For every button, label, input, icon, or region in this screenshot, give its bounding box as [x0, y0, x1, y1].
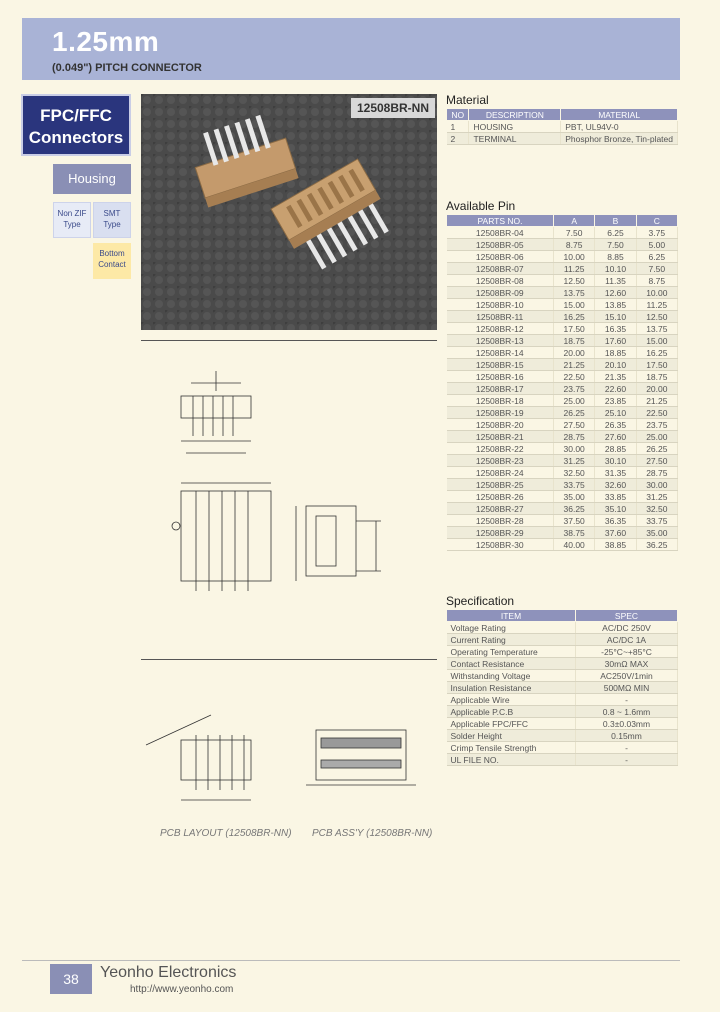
- pin-row: [447, 371, 678, 383]
- pin-row: [447, 323, 678, 335]
- pin-row-cell: 31.25: [554, 455, 595, 467]
- pcb-drawings: [141, 690, 437, 820]
- material-header-description: DESCRIPTION: [469, 109, 561, 121]
- dimension-drawings: [141, 341, 437, 659]
- pin-header-c: C: [636, 215, 677, 227]
- pin-row-cell: 23.85: [595, 395, 636, 407]
- pin-row-cell: 12508BR-19: [447, 407, 554, 419]
- pin-row: [447, 539, 678, 551]
- company-name: Yeonho Electronics: [100, 964, 237, 981]
- pin-row: [447, 443, 678, 455]
- pin-row-cell: 12508BR-30: [447, 539, 554, 551]
- pin-row-cell: 30.00: [554, 443, 595, 455]
- material-row: [447, 121, 678, 133]
- pin-row: [447, 467, 678, 479]
- housing-tab[interactable]: Housing: [53, 164, 131, 194]
- pin-row-cell: 12508BR-28: [447, 515, 554, 527]
- pin-row-cell: 27.50: [554, 419, 595, 431]
- pin-row-cell: 10.00: [636, 287, 677, 299]
- pin-row-cell: 6.25: [636, 251, 677, 263]
- category-line1: FPC/FFC: [40, 106, 112, 125]
- spec-row-cell: -: [576, 754, 678, 766]
- pin-row-cell: 36.25: [636, 539, 677, 551]
- spec-row: [447, 646, 678, 658]
- category-badge: [21, 94, 131, 156]
- pin-header-b: B: [595, 215, 636, 227]
- pin-row: [447, 407, 678, 419]
- pin-row-cell: 12508BR-14: [447, 347, 554, 359]
- spec-row-cell: Operating Temperature: [447, 646, 576, 658]
- pin-row-cell: 12508BR-09: [447, 287, 554, 299]
- pin-row-cell: 12.60: [595, 287, 636, 299]
- bottom-sub: Contact: [98, 260, 126, 269]
- pin-row-cell: 22.50: [554, 371, 595, 383]
- spec-row-cell: Crimp Tensile Strength: [447, 742, 576, 754]
- spec-row-cell: Withstanding Voltage: [447, 670, 576, 682]
- pin-row: [447, 455, 678, 467]
- pin-row-cell: 7.50: [636, 263, 677, 275]
- pin-row-cell: 8.85: [595, 251, 636, 263]
- pin-row-cell: 11.35: [595, 275, 636, 287]
- pin-row-cell: 32.50: [636, 503, 677, 515]
- spec-row-cell: AC250V/1min: [576, 670, 678, 682]
- smt-type-badge[interactable]: [93, 202, 131, 238]
- pin-row-cell: 6.25: [595, 227, 636, 239]
- spec-row-cell: Applicable P.C.B: [447, 706, 576, 718]
- pin-row-cell: 12508BR-23: [447, 455, 554, 467]
- pin-row-cell: 12508BR-12: [447, 323, 554, 335]
- pin-row-cell: 30.00: [636, 479, 677, 491]
- pin-row-cell: 15.10: [595, 311, 636, 323]
- spec-row: [447, 658, 678, 670]
- spec-row-cell: AC/DC 250V: [576, 622, 678, 634]
- pin-row-cell: 12508BR-08: [447, 275, 554, 287]
- material-title: Material: [446, 93, 489, 107]
- nonzif-sub: Type: [63, 220, 81, 229]
- pin-row-cell: 12508BR-24: [447, 467, 554, 479]
- pin-row: [447, 239, 678, 251]
- pin-row-cell: 35.00: [554, 491, 595, 503]
- pin-row: [447, 515, 678, 527]
- spec-row: [447, 694, 678, 706]
- bottom-label: Bottom: [99, 249, 125, 258]
- pin-row-cell: 28.75: [636, 467, 677, 479]
- pin-row-cell: 5.00: [636, 239, 677, 251]
- pin-row-cell: 8.75: [636, 275, 677, 287]
- spec-row: [447, 622, 678, 634]
- pin-row-cell: 27.60: [595, 431, 636, 443]
- pin-row: [447, 395, 678, 407]
- nonzif-type-badge[interactable]: [53, 202, 91, 238]
- pin-row-cell: 10.10: [595, 263, 636, 275]
- spec-row-cell: 0.15mm: [576, 730, 678, 742]
- pin-row-cell: 21.25: [636, 395, 677, 407]
- spec-row-cell: 30mΩ MAX: [576, 658, 678, 670]
- pin-row-cell: 35.00: [636, 527, 677, 539]
- connector-photo-illustration: [141, 94, 437, 330]
- pin-row: [447, 419, 678, 431]
- pin-row-cell: 26.25: [554, 407, 595, 419]
- pin-row-cell: 38.85: [595, 539, 636, 551]
- pin-row-cell: 25.00: [554, 395, 595, 407]
- material-row-cell: PBT, UL94V-0: [561, 121, 678, 133]
- pin-row: [447, 299, 678, 311]
- pin-row: [447, 251, 678, 263]
- pin-row-cell: 13.75: [554, 287, 595, 299]
- pin-row-cell: 12508BR-13: [447, 335, 554, 347]
- pin-row-cell: 28.85: [595, 443, 636, 455]
- pin-row-cell: 12.50: [636, 311, 677, 323]
- pin-row-cell: 21.35: [595, 371, 636, 383]
- nonzif-label: Non ZIF: [57, 209, 87, 218]
- pin-row-cell: 12508BR-29: [447, 527, 554, 539]
- spec-row-cell: Applicable FPC/FFC: [447, 718, 576, 730]
- material-row-cell: Phosphor Bronze, Tin-plated: [561, 133, 678, 145]
- available-pin-table: [446, 214, 678, 551]
- pin-row: [447, 491, 678, 503]
- pin-row-cell: 20.00: [636, 383, 677, 395]
- pin-row-cell: 23.75: [554, 383, 595, 395]
- product-photo: [141, 94, 437, 330]
- pin-row-cell: 38.75: [554, 527, 595, 539]
- page-subtitle: (0.049") PITCH CONNECTOR: [52, 62, 202, 74]
- pin-row-cell: 17.50: [554, 323, 595, 335]
- pin-row-cell: 33.85: [595, 491, 636, 503]
- pin-row-cell: 35.10: [595, 503, 636, 515]
- spec-row: [447, 718, 678, 730]
- pin-row-cell: 7.50: [554, 227, 595, 239]
- pin-row: [447, 287, 678, 299]
- smt-label: SMT: [103, 209, 121, 218]
- pin-row-cell: 12508BR-15: [447, 359, 554, 371]
- spec-row: [447, 754, 678, 766]
- pin-row-cell: 10.00: [554, 251, 595, 263]
- pin-row-cell: 18.75: [636, 371, 677, 383]
- pin-row-cell: 18.75: [554, 335, 595, 347]
- pin-row-cell: 16.25: [636, 347, 677, 359]
- pin-row-cell: 11.25: [554, 263, 595, 275]
- pin-row-cell: 3.75: [636, 227, 677, 239]
- material-header-material: MATERIAL: [561, 109, 678, 121]
- pin-row-cell: 16.35: [595, 323, 636, 335]
- spec-row: [447, 670, 678, 682]
- pin-row: [447, 347, 678, 359]
- pin-row-cell: 30.10: [595, 455, 636, 467]
- spec-header-spec: SPEC: [576, 610, 678, 622]
- spec-row: [447, 730, 678, 742]
- page-header: [22, 18, 680, 80]
- spec-row-cell: 0.8 ~ 1.6mm: [576, 706, 678, 718]
- pin-row-cell: 12508BR-16: [447, 371, 554, 383]
- caption-pcb-layout: PCB LAYOUT (12508BR-NN): [160, 828, 292, 839]
- pin-header-parts: PARTS NO.: [447, 215, 554, 227]
- pin-row-cell: 12508BR-11: [447, 311, 554, 323]
- page-number: 38: [50, 964, 92, 994]
- spec-row-cell: UL FILE NO.: [447, 754, 576, 766]
- pin-row-cell: 20.10: [595, 359, 636, 371]
- pin-row-cell: 27.50: [636, 455, 677, 467]
- photo-part-label: 12508BR-NN: [351, 98, 435, 118]
- spec-row: [447, 742, 678, 754]
- pin-row: [447, 275, 678, 287]
- pin-row-cell: 15.00: [636, 335, 677, 347]
- pin-header-a: A: [554, 215, 595, 227]
- pin-row-cell: 15.00: [554, 299, 595, 311]
- spec-row-cell: 0.3±0.03mm: [576, 718, 678, 730]
- pin-row-cell: 25.10: [595, 407, 636, 419]
- pin-row: [447, 503, 678, 515]
- pin-row-cell: 26.35: [595, 419, 636, 431]
- pin-row-cell: 13.85: [595, 299, 636, 311]
- material-row-cell: HOUSING: [469, 121, 561, 133]
- pin-row-cell: 16.25: [554, 311, 595, 323]
- pin-row: [447, 263, 678, 275]
- spec-row-cell: Contact Resistance: [447, 658, 576, 670]
- pin-row-cell: 17.60: [595, 335, 636, 347]
- pin-row: [447, 479, 678, 491]
- pin-row-cell: 26.25: [636, 443, 677, 455]
- pin-row-cell: 12508BR-18: [447, 395, 554, 407]
- spec-row-cell: Current Rating: [447, 634, 576, 646]
- pin-row-cell: 12508BR-05: [447, 239, 554, 251]
- specification-table: [446, 609, 678, 766]
- material-table: [446, 108, 678, 145]
- pin-row-cell: 20.00: [554, 347, 595, 359]
- pin-row-cell: 22.50: [636, 407, 677, 419]
- category-line2: Connectors: [28, 128, 124, 147]
- pin-row-cell: 25.00: [636, 431, 677, 443]
- pin-row-cell: 37.50: [554, 515, 595, 527]
- spec-row-cell: Applicable Wire: [447, 694, 576, 706]
- pin-row-cell: 12.50: [554, 275, 595, 287]
- pin-row-cell: 7.50: [595, 239, 636, 251]
- pin-row-cell: 28.75: [554, 431, 595, 443]
- material-row: [447, 133, 678, 145]
- pin-row: [447, 335, 678, 347]
- material-header-no: NO: [447, 109, 469, 121]
- spec-row-cell: -: [576, 742, 678, 754]
- pin-row-cell: 13.75: [636, 323, 677, 335]
- pin-row-cell: 22.60: [595, 383, 636, 395]
- material-row-cell: 2: [447, 133, 469, 145]
- available-pin-title: Available Pin: [446, 199, 516, 213]
- pin-row-cell: 32.50: [554, 467, 595, 479]
- material-row-cell: 1: [447, 121, 469, 133]
- pin-row-cell: 8.75: [554, 239, 595, 251]
- pin-row-cell: 11.25: [636, 299, 677, 311]
- bottom-contact-badge[interactable]: [93, 243, 131, 279]
- caption-pcb-assy: PCB ASS'Y (12508BR-NN): [312, 828, 433, 839]
- material-row-cell: TERMINAL: [469, 133, 561, 145]
- spec-row: [447, 706, 678, 718]
- pin-row-cell: 12508BR-27: [447, 503, 554, 515]
- pin-row-cell: 33.75: [554, 479, 595, 491]
- spec-row-cell: Solder Height: [447, 730, 576, 742]
- pin-row-cell: 21.25: [554, 359, 595, 371]
- pin-row-cell: 32.60: [595, 479, 636, 491]
- pin-row-cell: 37.60: [595, 527, 636, 539]
- pin-row-cell: 12508BR-06: [447, 251, 554, 263]
- pin-row-cell: 40.00: [554, 539, 595, 551]
- pin-row-cell: 31.35: [595, 467, 636, 479]
- spec-row-cell: Insulation Resistance: [447, 682, 576, 694]
- page-title: 1.25mm: [52, 26, 160, 57]
- spec-row-cell: -25°C~+85°C: [576, 646, 678, 658]
- pin-row: [447, 359, 678, 371]
- pin-row-cell: 12508BR-26: [447, 491, 554, 503]
- pin-row-cell: 12508BR-17: [447, 383, 554, 395]
- smt-sub: Type: [103, 220, 121, 229]
- pin-row: [447, 383, 678, 395]
- pin-row-cell: 31.25: [636, 491, 677, 503]
- pin-row-cell: 36.25: [554, 503, 595, 515]
- pin-row: [447, 527, 678, 539]
- pin-row: [447, 227, 678, 239]
- pin-row-cell: 12508BR-04: [447, 227, 554, 239]
- spec-row-cell: Voltage Rating: [447, 622, 576, 634]
- spec-row: [447, 634, 678, 646]
- spec-row-cell: 500MΩ MIN: [576, 682, 678, 694]
- specification-title: Specification: [446, 594, 515, 608]
- pin-row-cell: 12508BR-07: [447, 263, 554, 275]
- pin-row-cell: 36.35: [595, 515, 636, 527]
- pin-row-cell: 18.85: [595, 347, 636, 359]
- pin-row: [447, 431, 678, 443]
- company-url[interactable]: http://www.yeonho.com: [130, 984, 234, 995]
- pin-row-cell: 12508BR-22: [447, 443, 554, 455]
- spec-header-item: ITEM: [447, 610, 576, 622]
- pin-row: [447, 311, 678, 323]
- technical-drawing-frame: [141, 340, 437, 660]
- pin-row-cell: 12508BR-25: [447, 479, 554, 491]
- pin-row-cell: 33.75: [636, 515, 677, 527]
- pin-row-cell: 23.75: [636, 419, 677, 431]
- spec-row: [447, 682, 678, 694]
- spec-row-cell: -: [576, 694, 678, 706]
- pin-row-cell: 12508BR-20: [447, 419, 554, 431]
- footer-divider: [22, 960, 680, 961]
- spec-row-cell: AC/DC 1A: [576, 634, 678, 646]
- pin-row-cell: 12508BR-10: [447, 299, 554, 311]
- pin-row-cell: 17.50: [636, 359, 677, 371]
- pin-row-cell: 12508BR-21: [447, 431, 554, 443]
